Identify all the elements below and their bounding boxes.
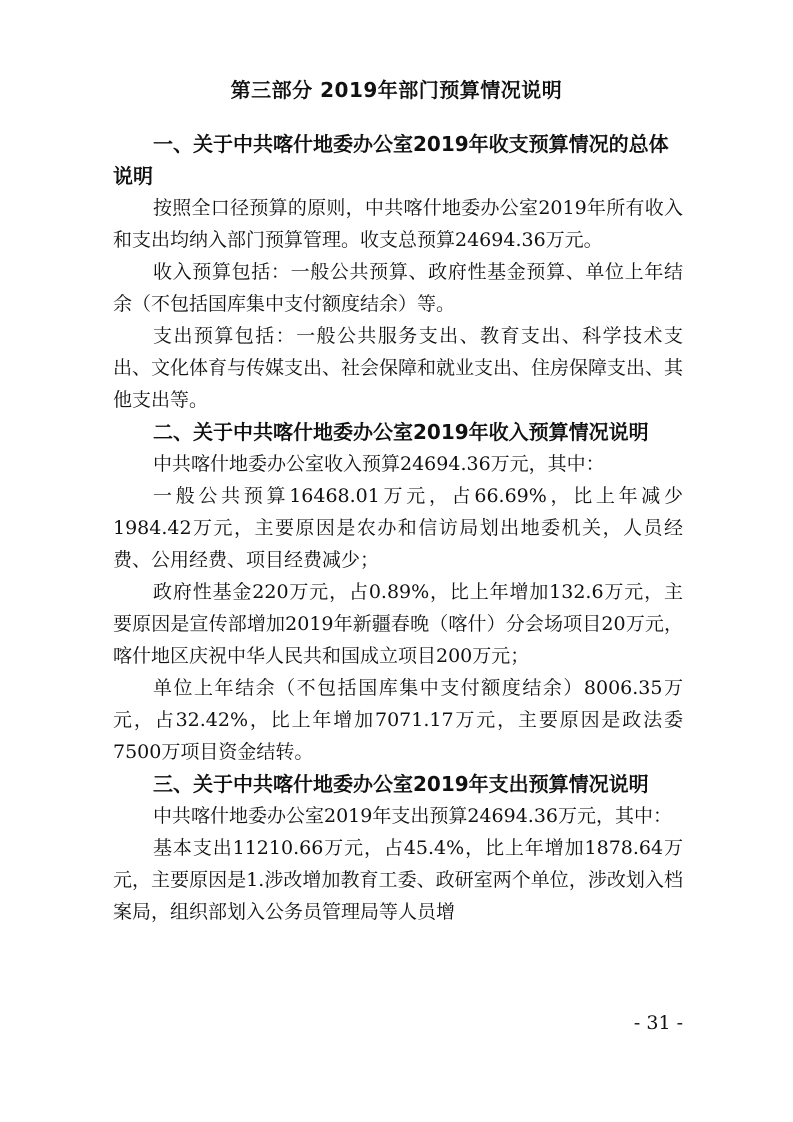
section-1-paragraph-2: 收入预算包括：一般公共预算、政府性基金预算、单位上年结余（不包括国库集中支付额度结余）等。: [113, 261, 683, 315]
section-2-paragraph-4: 单位上年结余（不包括国库集中支付额度结余）8006.35万元，占32.42%，比上年增加7071.17万元，主要原因是政法委7500万项目资金结转。: [113, 677, 683, 763]
section-2-heading: 二、关于中共喀什地委办公室2019年收入预算情况说明: [153, 420, 649, 444]
section-3-heading: 三、关于中共喀什地委办公室2019年支出预算情况说明: [153, 772, 649, 796]
section-1-heading: 一、关于中共喀什地委办公室2019年收支预算情况的总体说明: [113, 132, 669, 188]
section-1-paragraph-1: 按照全口径预算的原则，中共喀什地委办公室2019年所有收入和支出均纳入部门预算管理。收支总预算24694.36万元。: [113, 197, 683, 251]
section-3-paragraph-1: 中共喀什地委办公室2019年支出预算24694.36万元，其中：: [153, 805, 673, 827]
page-number: - 31 -: [633, 1012, 683, 1034]
section-3-paragraph-2: 基本支出11210.66万元，占45.4%，比上年增加1878.64万元，主要原因是1.涉改增加教育工委、政研室两个单位，涉改划入档案局，组织部划入公务员管理局等人员增: [113, 837, 683, 923]
section-1-paragraph-3: 支出预算包括：一般公共服务支出、教育支出、科学技术支出、文化体育与传媒支出、社会保障和就业支出、住房保障支出、其他支出等。: [113, 325, 684, 411]
section-2-paragraph-2: 一般公共预算16468.01万元，占66.69%，比上年减少1984.42万元，主要原因是农办和信访局划出地委机关，人员经费、公用经费、项目经费减少；: [113, 485, 683, 571]
page-title: 第三部分 2019年部门预算情况说明: [230, 78, 563, 102]
section-2-paragraph-1: 中共喀什地委办公室收入预算24694.36万元，其中：: [153, 453, 605, 475]
document-body: [113, 128, 683, 928]
section-2-paragraph-3: 政府性基金220万元，占0.89%，比上年增加132.6万元，主要原因是宣传部增加2019年新疆春晚（喀什）分会场项目20万元，喀什地区庆祝中华人民共和国成立项目200万元；: [113, 581, 683, 667]
